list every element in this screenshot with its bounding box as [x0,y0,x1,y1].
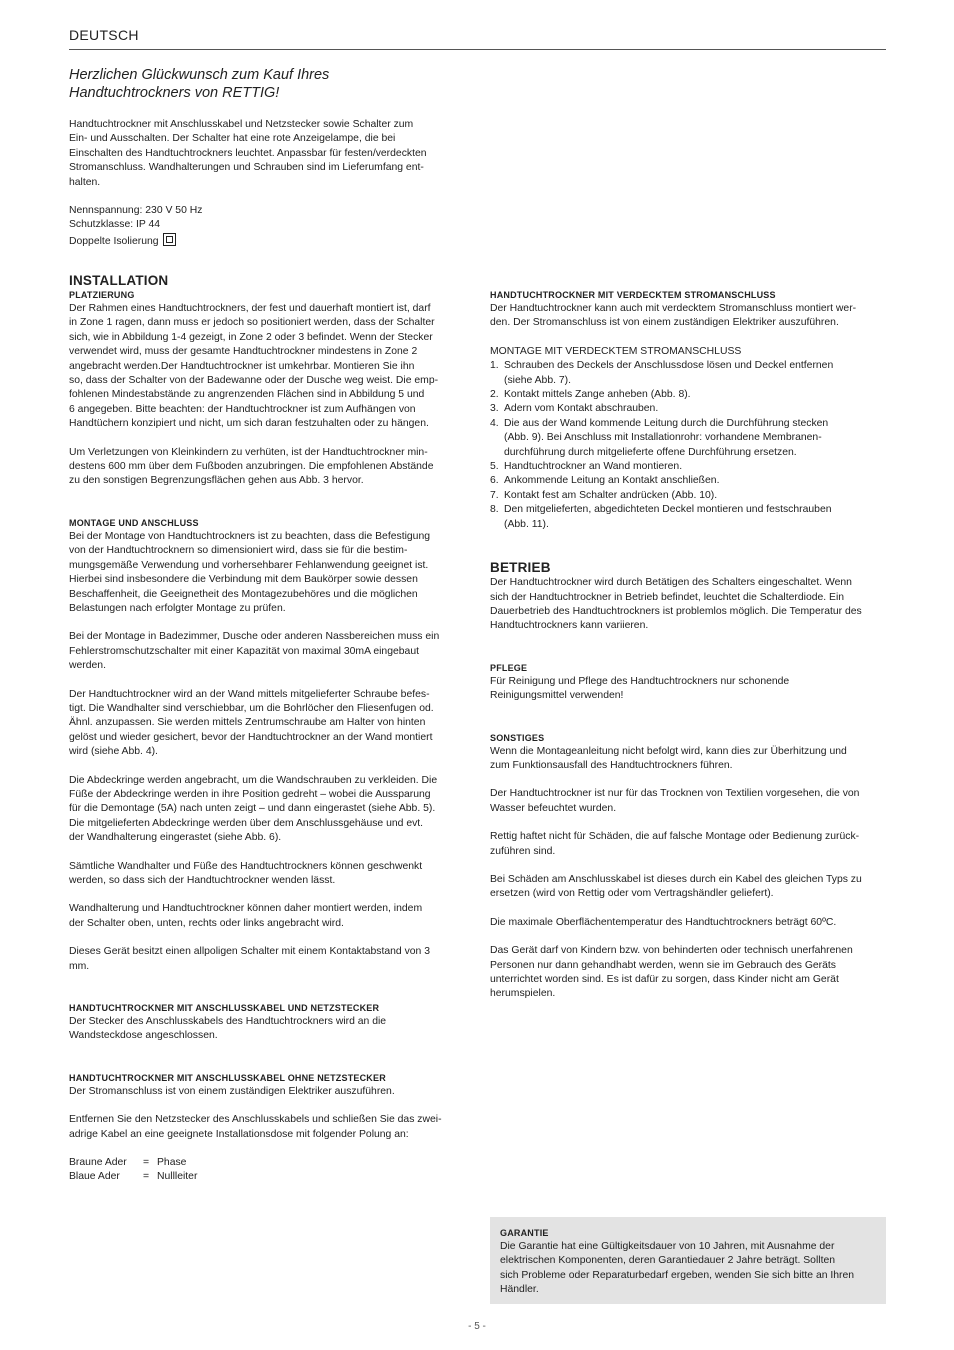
care-paragraph: Für Reinigung und Pflege des Handtuchtrockners nur schonende Reinigungsmittel verwenden! [490,675,790,702]
step-number: 2. [490,389,499,401]
step-text: Ankommende Leitung an Kontakt anschließen. [504,475,720,487]
spec-voltage: Nennspannung: 230 V 50 Hz [69,205,203,216]
mounting-heading: MONTAGE UND ANSCHLUSS [69,517,199,528]
list-item [490,388,886,402]
step-text: Kontakt mittels Zange anheben (Abb. 8). [504,389,691,401]
concealed-heading: HANDTUCHTROCKNER MIT VERDECKTEM STROMANSCHLUSS [490,290,776,300]
step-number: 7. [490,489,499,501]
step-number: 5. [490,461,499,473]
with-plug-paragraph: Der Stecker des Anschlusskabels des Handtuchtrockners wird an die Wandsteckdose angeschlossen. [69,1016,387,1042]
care-heading: PFLEGE [490,662,528,673]
list-item [490,460,886,474]
without-plug-paragraph-2: Entfernen Sie den Netzstecker des Anschlusskabels und schließen Sie das zwei- adrige Kabel an eine geeignete Installationsdose mit folgender Polung an: [69,1114,442,1140]
list-item [490,402,886,416]
operation-heading: BETRIEB [490,560,551,576]
other-paragraph-6: Das Gerät darf von Kindern bzw. von behinderten oder technisch unerfahrenen Personen nur dann gehandhabt werden, wenn sie im Gebrauch des Geräts unterrichtet worden sind. Es ist dafür zu sorgen, dass Kinder nicht am Gerät herumspielen. [490,945,853,1000]
other-paragraph-4: Bei Schäden am Anschlusskabel ist dieses durch ein Kabel des gleichen Typs zu ersetzen (wird von Rettig oder vom Vertragshändler geliefert). [490,873,862,900]
polarity-table [69,1156,462,1185]
other-paragraph-1: Wenn die Montageanleitung nicht befolgt wird, kann dies zur Überhitzung und zum Funktionsausfall des Handtuchtrockners führen. [490,745,847,771]
step-text: Den mitgelieferten, abgedichteten Deckel montieren und festschrauben (Abb. 11). [504,504,832,530]
step-number: 4. [490,417,499,429]
double-insulation-icon [163,233,176,246]
without-plug-paragraph-1: Der Stromanschluss ist von einem zuständigen Elektriker auszuführen. [69,1085,395,1097]
step-number: 6. [490,475,499,487]
list-item [490,474,886,488]
page-number: - 5 - [468,1321,486,1332]
concealed-paragraph: Der Handtuchtrockner kann auch mit verdecktem Stromanschluss montiert wer- den. Der Stromanschluss ist von einem zuständigen Elektriker auszuführen. [490,303,857,329]
mounting-paragraph-1: Bei der Montage von Handtuchtrockners ist zu beachten, dass die Befestigung von der Handtuchtrocknern so dimensioniert wird, dass sie für die bestim- mungsgemäße Verwendung und vorhersehbarer Fehlanwendung geeignet ist. Hierbei sind insbesondere die Verbindung mit dem Baukörper sowie dessen Beschaffenheit, die Geeignetheit des Montagezubehöres und die möglichen Belastungen nach erfolgter Montage zu prüfen. [69,530,431,614]
mounting-paragraph-5: Sämtliche Wandhalter und Füße des Handtuchtrockners können geschwenkt werden, so dass sich der Handtuchtrockner wenden lässt. [69,860,423,886]
mounting-paragraph-7: Dieses Gerät besitzt einen allpoligen Schalter mit einem Kontaktabstand von 3 mm. [69,946,430,972]
step-text: Kontakt fest am Schalter andrücken (Abb. 10). [504,489,718,501]
left-column [69,273,462,1185]
language-label: DEUTSCH [69,27,139,43]
polarity-wire: Braune Ader [69,1157,127,1169]
without-plug-heading: HANDTUCHTROCKNER MIT ANSCHLUSSKABEL OHNE NETZSTECKER [69,1072,386,1083]
other-paragraph-3: Rettig haftet nicht für Schäden, die auf falsche Montage oder Bedienung zurück- zuführen sind. [490,831,860,857]
step-text: Adern vom Kontakt abschrauben. [504,403,659,415]
other-paragraph-5: Die maximale Oberflächentemperatur des Handtuchtrockners beträgt 60ºC. [490,916,837,928]
warranty-paragraph: Die Garantie hat eine Gültigkeitsdauer von 10 Jahren, mit Ausnahme der elektrischen Komponenten, deren Garantiedauer 2 Jahre beträgt. Sollten sich Probleme oder Reparaturbedarf ergeben, wenden Sie sich bitte an Ihren Händler. [500,1241,855,1296]
mounting-paragraph-3: Der Handtuchtrockner wird an der Wand mittels mitgelieferter Schraube befes- tigt. Die Wandhalter sind verschiebbar, um die Bohrlöcher den Fliesenfugen od. Ähnl. anzupassen. Sie werden mittels Zentrumschraube am Halter von hinten gelöst und wieder gesichert, bevor der Handtuchtrockner an der Wand montiert wird (siehe Abb. 4). [69,688,434,758]
step-number: 3. [490,403,499,415]
list-item [490,417,886,460]
warranty-heading: GARANTIE [500,1228,549,1238]
polarity-role: Nullleiter [157,1171,198,1183]
spec-protection: Schutzklasse: IP 44 [69,219,161,231]
step-text: Schrauben des Deckels der Anschlussdose lösen und Deckel entfernen (siehe Abb. 7). [504,360,834,386]
concealed-subheading: MONTAGE MIT VERDECKTEM STROMANSCHLUSS [490,345,742,357]
other-paragraph-2: Der Handtuchtrockner ist nur für das Trocknen von Textilien vorgesehen, die von Wasser befeuchtet wurden. [490,788,860,814]
with-plug-heading: HANDTUCHTROCKNER MIT ANSCHLUSSKABEL UND NETZSTECKER [69,1003,380,1014]
concealed-steps-list [490,359,886,532]
mounting-paragraph-2: Bei der Montage in Badezimmer, Dusche oder anderen Nassbereichen muss ein Fehlerstromschutzschalter mit einer Kapazität von maximal 30mA eingebaut werden. [69,631,440,672]
step-text: Die aus der Wand kommende Leitung durch die Durchführung stecken (Abb. 9). Bei Anschluss mit Installationrohr: vorhandene Membranen- durchführung durch mitgelieferte offene Durchführung ersetzen. [504,417,829,458]
mounting-paragraph-4: Die Abdeckringe werden angebracht, um die Wandschrauben zu verkleiden. Die Füße der Abdeckringe werden in ihre Position gedreht – wobei die Aussparung für die Demontage (5A) nach unten zeigt – und dann eingerastet (siehe Abb. 5). Die mitgelieferten Abdeckringe werden über dem Anschlussgehäuse und evt. der Wandhalterung eingerastet (siehe Abb. 6). [69,774,438,844]
polarity-equals: = [143,1171,150,1183]
right-column [490,289,886,1002]
list-item [490,359,886,388]
step-number: 8. [490,504,499,516]
placement-paragraph-1: Der Rahmen eines Handtuchtrockners, der fest und dauerhaft montiert ist, darf in Zone 1 ragen, dann muss er jedoch so positioniert werden, dass der Schalter sich, wie in Abbildung 1-4 gezeigt, in Zone 2 oder 3 befindet. Wenn der Stecker verwendet wird, muss der gesamte Handtuchtrockner mindestens in Zone 2 angebracht werden.Der Handtuchtrockner ist umkehrbar. Montieren Sie ihn so, dass der Schalter von der Badewanne oder der Dusche weg weist. Die emp- fohlenen Mindestabstände zu angrenzenden Flächen sind in Abbildung 5 und 6 angegeben. Bitte beachten: der Handtuchtrockner ist zum Aufhängen von Handtüchern konzipiert und nicht, um sich daran festzuhalten oder zu hängen. [69,303,439,430]
installation-heading: INSTALLATION [69,273,169,288]
spec-insulation-row [69,233,459,249]
spec-block [69,204,459,249]
step-number: 1. [490,360,499,372]
mounting-paragraph-6: Wandhalterung und Handtuchtrockner können daher montiert werden, indem der Schalter oben, unten, rechts oder links angebracht wird. [69,903,423,929]
header-divider [69,49,886,50]
placement-heading: PLATZIERUNG [69,290,135,300]
spec-insulation: Doppelte Isolierung [69,235,159,247]
list-item [490,503,886,532]
greeting-title: Herzlichen Glückwunsch zum Kauf Ihres Handtuchtrockners von RETTIG! [69,67,330,101]
step-text: Handtuchtrockner an Wand montieren. [504,461,683,473]
polarity-equals: = [143,1157,150,1169]
placement-paragraph-2: Um Verletzungen von Kleinkindern zu verhüten, ist der Handtuchtrockner min- destens 600 mm über dem Fußboden anzubringen. Die empfohlenen Abstände zu den sonstigen Begrenzungsflächen gehen aus Abb. 3 hervor. [69,446,434,487]
intro-paragraph: Handtuchtrockner mit Anschlusskabel und Netzstecker sowie Schalter zum Ein- und Ausschalten. Der Schalter hat eine rote Anzeigelampe, die bei Einschalten des Handtuchtrockners leuchtet. Anpassbar für festen/verdeckten Stromanschluss. Wandhalterungen und Schrauben sind im Lieferumfang ent- halten. [69,119,427,188]
warranty-box [490,1217,886,1304]
operation-paragraph: Der Handtuchtrockner wird durch Betätigen des Schalters eingeschaltet. Wenn sich der Handtuchtrockner in Betrieb befindet, leuchtet die Schalterdiode. Ein Dauerbetrieb des Handtuchtrockners ist problemlos möglich. Die Temperatur des Handtuchtrockners kann variieren. [490,577,862,632]
polarity-role: Phase [157,1157,187,1169]
list-item [490,489,886,503]
other-heading: SONSTIGES [490,732,545,743]
polarity-wire: Blaue Ader [69,1171,120,1183]
